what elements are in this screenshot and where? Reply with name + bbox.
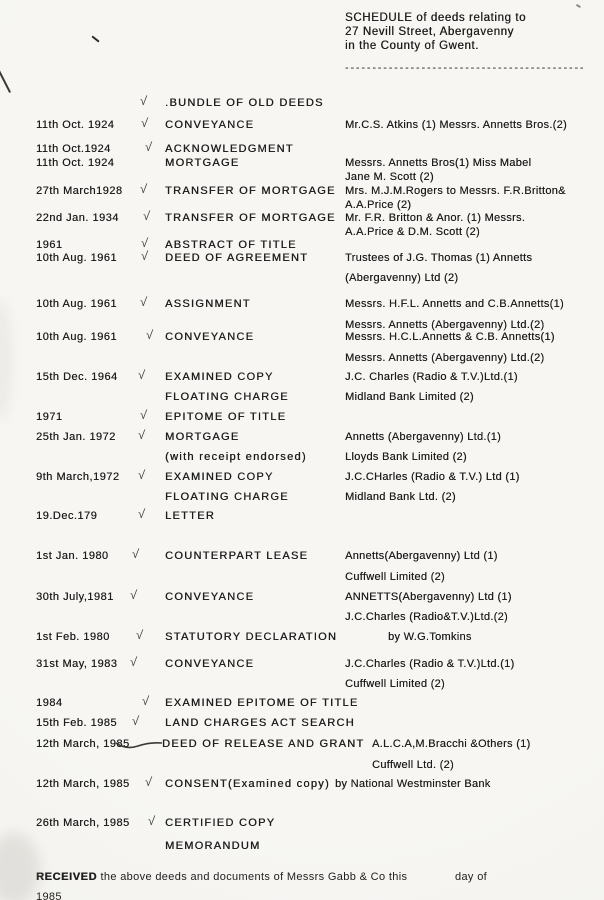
received-line (36, 871, 407, 883)
pen-stroke-icon (0, 68, 11, 93)
entry-parties: J.C.Charles (Radio & T.V.)Ltd.(1) (345, 658, 515, 670)
header-divider: -------------------------------------------- (345, 62, 586, 74)
entry-document-type: DEED OF AGREEMENT (165, 252, 309, 264)
scan-smudge (0, 833, 40, 900)
entry-parties: (Abergavenny) Ltd (2) (345, 272, 459, 284)
entry-date: 26th March, 1985 (36, 817, 130, 829)
entry-date: 22nd Jan. 1934 (36, 212, 119, 224)
entry-date: 31st May, 1983 (36, 658, 118, 670)
entry-parties: Messrs. Annetts Bros(1) Miss Mabel (345, 157, 532, 169)
entry-parties: Messrs. H.C.L.Annetts & C.B. Annetts(1) (345, 331, 555, 343)
entry-date: 19.Dec.179 (36, 510, 98, 522)
entry-document-type: CONSENT(Examined copy) (165, 778, 330, 790)
tick-mark-icon: √ (137, 367, 146, 383)
entry-document-type: ACKNOWLEDGMENT (165, 143, 294, 155)
entry-document-type: ABSTRACT OF TITLE (165, 239, 297, 251)
tick-mark-icon: √ (139, 294, 148, 310)
tick-mark-icon: √ (140, 115, 149, 131)
entry-document-type: CONVEYANCE (165, 591, 255, 603)
entry-date: 15th Dec. 1964 (36, 371, 118, 383)
entry-document-type: MORTGAGE (165, 157, 240, 169)
entry-parties: Lloyds Bank Limited (2) (345, 451, 467, 463)
entry-date: 27th March1928 (36, 185, 123, 197)
tick-mark-icon: √ (145, 327, 154, 343)
tick-mark-icon: √ (137, 506, 146, 522)
pen-mark-icon (91, 35, 99, 42)
entry-document-type: MEMORANDUM (165, 840, 261, 852)
entry-parties: Mr.C.S. Atkins (1) Messrs. Annetts Bros.(2) (345, 119, 567, 131)
entry-date: 15th Feb. 1985 (36, 717, 118, 729)
entry-date: 30th July,1981 (36, 591, 114, 603)
entry-date: 11th Oct.1924 (36, 143, 111, 155)
entry-parties: Annetts(Abergavenny) Ltd (1) (345, 550, 498, 562)
entry-parties: A.A.Price & D.M. Scott (2) (345, 226, 480, 238)
tick-mark-icon: √ (137, 427, 146, 443)
entry-document-type: TRANSFER OF MORTGAGE (165, 185, 336, 197)
tick-mark-icon: √ (140, 235, 149, 251)
entry-date: 11th Oct. 1924 (36, 157, 115, 169)
entry-parties: J.C.CHarles (Radio & T.V.) Ltd (1) (345, 471, 520, 483)
entry-date: 12th March, 1985 (36, 778, 130, 790)
tick-mark-icon: √ (131, 713, 140, 729)
tick-mark-icon: √ (147, 813, 156, 829)
entry-parties: J.C. Charles (Radio & T.V.)Ltd.(1) (345, 371, 518, 383)
entry-date: 10th Aug. 1961 (36, 252, 118, 264)
entry-date: 10th Aug. 1961 (36, 298, 118, 310)
tick-mark-icon: √ (142, 208, 151, 224)
entry-date: 1971 (36, 411, 63, 423)
entry-date: 10th Aug. 1961 (36, 331, 118, 343)
scan-smudge (0, 300, 12, 420)
entry-date: 25th Jan. 1972 (36, 431, 116, 443)
entry-document-type: LAND CHARGES ACT SEARCH (165, 717, 355, 729)
entry-parties: Messrs. Annetts (Abergavenny) Ltd.(2) (345, 319, 545, 331)
tick-mark-icon: √ (141, 693, 150, 709)
entry-date: 9th March,1972 (36, 471, 120, 483)
entry-parties: ANNETTS(Abergavenny) Ltd (1) (345, 591, 512, 603)
entry-parties: Messrs. H.F.L. Annetts and C.B.Annetts(1) (345, 298, 564, 310)
entry-date: 11th Oct. 1924 (36, 119, 115, 131)
entry-document-type: .BUNDLE OF OLD DEEDS (165, 97, 324, 109)
entry-document-type: EXAMINED COPY (165, 471, 274, 483)
tick-mark-icon: √ (129, 654, 138, 670)
tick-mark-icon: √ (137, 467, 146, 483)
entry-parties: Mr. F.R. Britton & Anor. (1) Messrs. (345, 212, 526, 224)
entry-document-type: CONVEYANCE (165, 119, 255, 131)
swoosh-mark-icon (114, 739, 162, 754)
received-year: 1985 (36, 891, 62, 900)
header-line-3: in the County of Gwent. (345, 40, 479, 52)
tick-mark-icon: √ (139, 181, 148, 197)
entry-parties: Cuffwell Ltd. (2) (372, 759, 454, 771)
entry-date: 1st Jan. 1980 (36, 550, 109, 562)
entry-document-type: CONVEYANCE (165, 658, 255, 670)
entry-document-type: CERTIFIED COPY (165, 817, 276, 829)
header-line-2: 27 Nevill Street, Abergavenny (345, 26, 514, 38)
scan-speck-icon (576, 4, 581, 8)
received-word: RECEIVED (36, 871, 98, 883)
tick-mark-icon: √ (144, 139, 153, 155)
entry-document-type: STATUTORY DECLARATION (165, 631, 338, 643)
entry-document-type: (with receipt endorsed) (165, 451, 307, 463)
entry-parties: Cuffwell Limited (2) (345, 678, 445, 690)
entry-parties: Midland Bank Ltd. (2) (345, 491, 456, 503)
tick-mark-icon: √ (139, 93, 148, 109)
entry-parties: J.C.Charles (Radio&T.V.)Ltd.(2) (345, 611, 508, 623)
entry-date: 12th March, 1985 (36, 738, 130, 750)
entry-document-type: FLOATING CHARGE (165, 491, 289, 503)
entry-document-type: FLOATING CHARGE (165, 391, 289, 403)
entry-document-type: EPITOME OF TITLE (165, 411, 287, 423)
entry-document-type: DEED OF RELEASE AND GRANT (162, 738, 365, 750)
entry-parties: Jane M. Scott (2) (345, 171, 434, 183)
received-rest: the above deeds and documents of Messrs Gabb & Co this (97, 871, 408, 883)
entry-date: 1961 (36, 239, 63, 251)
entry-parties: A.L.C.A,M.Bracchi &Others (1) (372, 738, 531, 750)
tick-mark-icon: √ (139, 407, 148, 423)
entry-parties: A.A.Price (2) (345, 199, 412, 211)
entry-document-type: ASSIGNMENT (165, 298, 251, 310)
entry-date: 1st Feb. 1980 (36, 631, 110, 643)
entry-parties: Annetts (Abergavenny) Ltd.(1) (345, 431, 502, 443)
entry-parties: Cuffwell Limited (2) (345, 571, 445, 583)
entry-document-type: CONVEYANCE (165, 331, 255, 343)
entry-parties: Midland Bank Limited (2) (345, 391, 474, 403)
entry-document-type: TRANSFER OF MORTGAGE (165, 212, 336, 224)
entry-parties: Messrs. Annetts (Abergavenny) Ltd.(2) (345, 352, 545, 364)
entry-document-type: EXAMINED EPITOME OF TITLE (165, 697, 359, 709)
entry-document-type: EXAMINED COPY (165, 371, 274, 383)
tick-mark-icon: √ (131, 546, 140, 562)
tick-mark-icon: √ (140, 248, 149, 264)
tick-mark-icon: √ (135, 627, 144, 643)
tick-mark-icon: √ (144, 774, 153, 790)
entry-parties: by W.G.Tomkins (388, 631, 472, 643)
entry-parties: Trustees of J.G. Thomas (1) Annetts (345, 252, 533, 264)
entry-document-type: COUNTERPART LEASE (165, 550, 309, 562)
entry-parties: Mrs. M.J.M.Rogers to Messrs. F.R.Britton& (345, 185, 566, 197)
entry-document-type: MORTGAGE (165, 431, 240, 443)
received-day-of: day of (455, 871, 488, 883)
entry-date: 1984 (36, 697, 63, 709)
entry-document-type: LETTER (165, 510, 215, 522)
entry-parties: by National Westminster Bank (335, 778, 491, 790)
header-line-1: SCHEDULE of deeds relating to (345, 12, 527, 24)
tick-mark-icon: √ (129, 587, 138, 603)
